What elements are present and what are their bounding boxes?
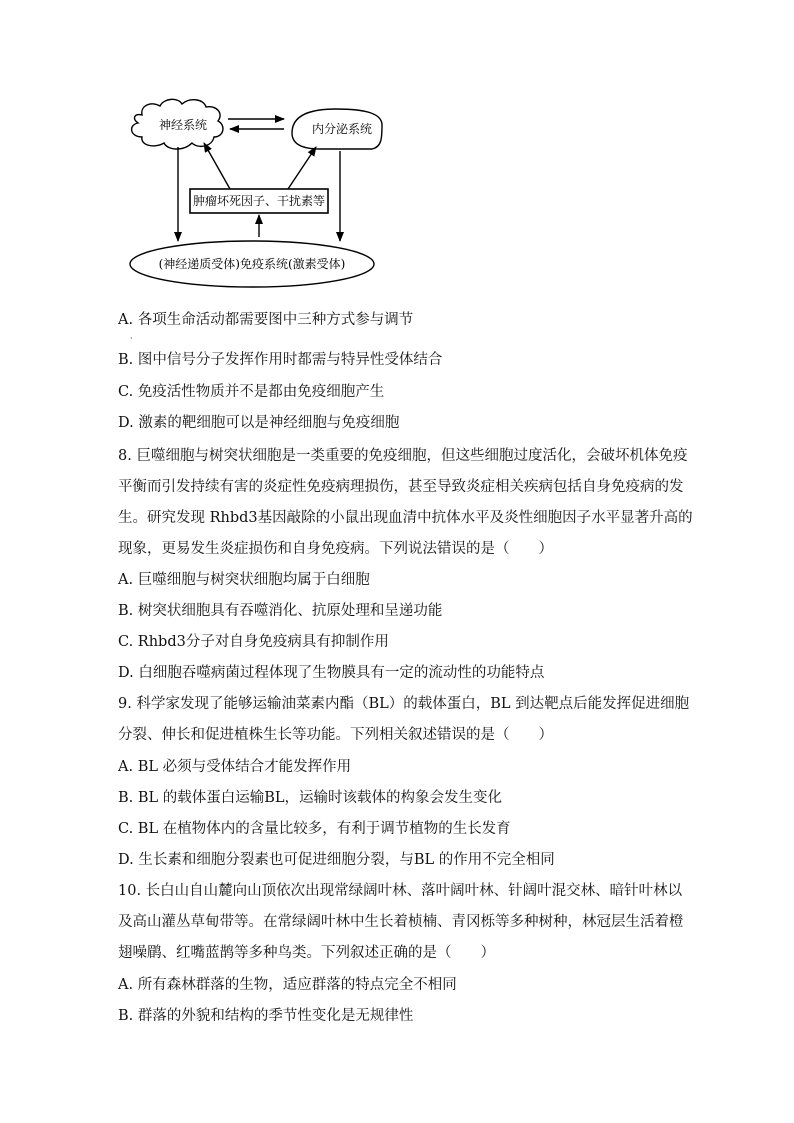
q7-option-b: B. 图中信号分子发挥作用时都需与特异性受体结合 bbox=[118, 352, 443, 368]
q8-option-c: C. Rhbd3分子对自身免疫病具有抑制作用 bbox=[118, 634, 389, 650]
q8-stem-line-3: 生。研究发现 Rhbd3基因敲除的小鼠出现血清中抗体水平及炎性细胞因子水平显著升高的 bbox=[118, 510, 693, 526]
q10-stem-line-1: 10. 长白山自山麓向山顶依次出现常绿阔叶林、落叶阔叶林、针阔叶混交林、暗针叶林以 bbox=[118, 883, 683, 899]
q7-option-a: A. 各项生命活动都需要图中三种方式参与调节 bbox=[118, 312, 414, 328]
q10-option-b: B. 群落的外貌和结构的季节性变化是无规律性 bbox=[118, 1008, 414, 1024]
q9-option-c: C. BL 在植物体内的含量比较多，有利于调节植物的生长发育 bbox=[118, 821, 511, 837]
q10-option-a: A. 所有森林群落的生物，适应群落的特点完全不相同 bbox=[118, 977, 457, 993]
q9-option-d: D. 生长素和细胞分裂素也可促进细胞分裂，与BL 的作用不完全相同 bbox=[118, 852, 555, 868]
signal-molecules-label: 肿瘤坏死因子、干扰素等 bbox=[192, 194, 325, 208]
q10-stem-line-3: 翅噪鹛、红嘴蓝鹊等多种鸟类。下列叙述正确的是（ ） bbox=[118, 945, 495, 961]
endocrine-system-label: 内分泌系统 bbox=[311, 122, 372, 136]
stray-mark: · bbox=[130, 334, 133, 343]
q9-stem-line-1: 9. 科学家发现了能够运输油菜素内酯（BL）的载体蛋白，BL 到达靶点后能发挥促进细胞 bbox=[118, 696, 690, 712]
q8-stem-line-4: 现象，更易发生炎症损伤和自身免疫病。下列说法错误的是（ ） bbox=[118, 541, 553, 557]
nervous-system-label: 神经系统 bbox=[158, 118, 207, 132]
q9-option-a: A. BL 必须与受体结合才能发挥作用 bbox=[118, 759, 352, 775]
q7-option-d: D. 激素的靶细胞可以是神经细胞与免疫细胞 bbox=[118, 415, 400, 431]
arrow-box-to-nervous bbox=[204, 143, 230, 189]
q8-option-b: B. 树突状细胞具有吞噬消化、抗原处理和呈递功能 bbox=[118, 603, 443, 619]
q8-option-d: D. 白细胞吞噬病菌过程体现了生物膜具有一定的流动性的功能特点 bbox=[118, 665, 545, 681]
q9-stem-line-2: 分裂、伸长和促进植株生长等功能。下列相关叙述错误的是（ ） bbox=[118, 727, 553, 743]
q8-stem-line-1: 8. 巨噬细胞与树突状细胞是一类重要的免疫细胞，但这些细胞过度活化，会破坏机体免疫 bbox=[118, 448, 688, 464]
q9-option-b: B. BL 的载体蛋白运输BL，运输时该载体的构象会发生变化 bbox=[118, 790, 503, 806]
immune-system-label: (神经递质受体)免疫系统(激素受体) bbox=[158, 257, 346, 271]
q8-option-a: A. 巨噬细胞与树突状细胞均属于白细胞 bbox=[118, 572, 370, 588]
q8-stem-line-2: 平衡而引发持续有害的炎症性免疫病理损伤，甚至导致炎症相关疾病包括自身免疫病的发 bbox=[118, 479, 684, 495]
q10-stem-line-2: 及高山灌丛草甸带等。在常绿阔叶林中生长着桢楠、青冈栎等多种树种，林冠层生活着橙 bbox=[118, 914, 684, 930]
regulation-diagram bbox=[120, 95, 400, 305]
q7-option-c: C. 免疫活性物质并不是都由免疫细胞产生 bbox=[118, 384, 385, 400]
arrow-box-to-endocrine bbox=[288, 147, 316, 189]
